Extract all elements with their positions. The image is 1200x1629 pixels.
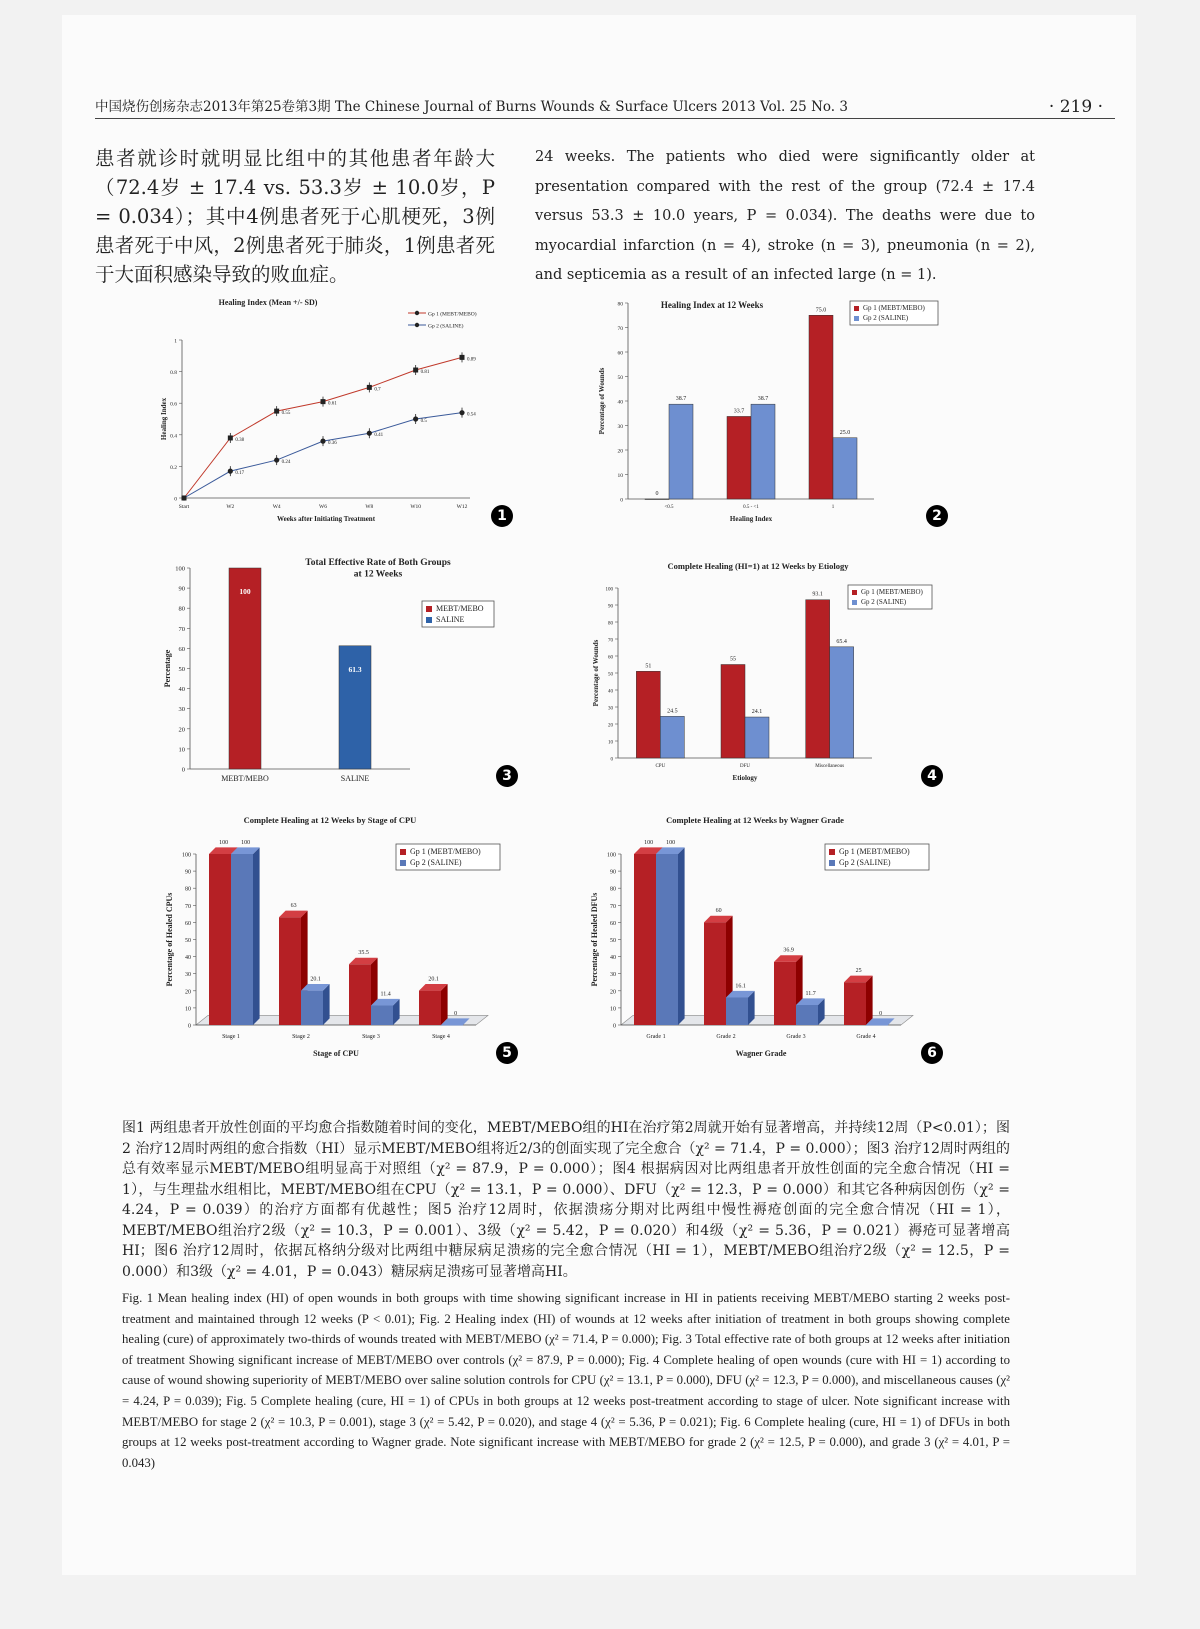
legend-label: Gp 1 (MEBT/MEBO) [839,847,910,856]
data-point [413,416,418,421]
bar [301,991,323,1025]
data-label: 11.4 [380,991,391,998]
data-label: 36.9 [783,947,794,954]
legend-swatch [829,849,835,855]
y-tick-label: 50 [608,672,613,678]
y-tick-label: 60 [610,920,616,927]
chart-title: Complete Healing at 12 Weeks by Stage of CPU [243,815,417,825]
x-tick-label: W10 [410,504,422,510]
x-tick-label: W6 [319,504,327,510]
legend-label: Gp 1 (MEBT/MEBO) [861,588,923,596]
bar [796,1005,818,1025]
x-tick-label: <0.5 [664,505,674,510]
bar [349,964,371,1025]
bar [774,962,796,1025]
figure-1-number: 1 [491,505,513,527]
data-point [181,495,186,500]
x-tick-label: W8 [365,504,374,510]
x-axis-title: Healing Index [729,515,773,523]
data-label: 38.7 [675,396,687,403]
y-tick-label: 20 [185,989,191,996]
x-tick-label: Stage 3 [362,1034,380,1040]
bar [806,600,830,758]
running-header [95,97,1115,119]
data-label: 0.41 [374,433,384,439]
data-point [460,355,465,360]
bar [833,438,857,499]
chart-title: Healing Index (Mean +/- SD) [218,298,318,307]
y-axis-title: Percentage [163,649,172,688]
legend-label: Gp 2 (SALINE) [861,598,907,606]
y-tick-label: 20 [608,723,613,729]
y-axis-title: Percentage of Healed DFUs [590,892,599,987]
data-label: 0.89 [467,357,476,363]
legend-label: Gp 2 (SALINE) [863,314,909,322]
bar [656,854,678,1025]
legend-label: Gp 1 (MEBT/MEBO) [410,847,481,856]
data-point [228,435,233,440]
y-tick-label: 10 [617,473,623,479]
y-tick-label: 30 [617,424,623,430]
y-axis-title: Healing Index [160,397,168,441]
y-tick-label: 70 [617,326,623,332]
bar [231,854,253,1025]
y-tick-label: 100 [605,587,613,593]
bar [371,1006,393,1025]
y-tick-label: 80 [617,301,623,308]
data-label: 60 [715,908,722,915]
data-label: 100 [644,839,654,846]
y-tick-label: 90 [185,869,191,876]
y-tick-label: 10 [178,746,185,754]
bar [645,499,669,500]
data-point [320,439,325,444]
y-tick-label: 80 [178,605,185,613]
data-label: 0.81 [420,370,430,376]
chart-title: Total Effective Rate of Both Groups [305,558,451,568]
legend-label: Gp 2 (SALINE) [839,858,891,867]
bar [844,982,866,1025]
bar [419,991,441,1025]
data-point [413,368,418,373]
x-tick-label: Grade 3 [786,1034,806,1040]
y-tick-label: 0 [188,1023,191,1030]
chart-title: Complete Healing at 12 Weeks by Wagner Grade [666,815,844,825]
figure-3-chart [160,548,500,793]
x-tick-label: Stage 2 [292,1034,310,1040]
data-label: 61.3 [348,664,362,674]
bar [441,1025,463,1026]
legend-swatch [854,306,859,311]
bar [809,315,833,499]
data-label: 63 [290,903,297,910]
y-tick-label: 50 [610,938,616,944]
figure-6 [585,810,945,1065]
y-tick-label: 0 [610,757,613,763]
data-point [367,431,372,436]
data-label: 0 [879,1010,883,1017]
legend-label: MEBT/MEBO [436,604,484,613]
x-tick-label: SALINE [340,774,370,783]
bar [727,416,751,499]
y-tick-label: 30 [185,972,191,979]
bar-side [441,984,448,1025]
bar [745,717,769,758]
bar [660,716,684,758]
data-label: 93.1 [812,591,823,598]
figure-5-chart [160,810,520,1065]
y-tick-label: 60 [178,645,185,653]
y-tick-label: 70 [185,903,191,910]
data-label: 20.1 [310,976,321,983]
bar [669,404,693,499]
y-tick-label: 0.8 [170,370,177,377]
data-label: 0.38 [235,437,245,443]
legend-swatch [829,860,835,866]
y-tick-label: 60 [617,350,623,357]
data-label: 100 [241,839,251,846]
data-label: 24.5 [667,708,678,715]
chart-title: Healing Index at 12 Weeks [660,300,764,310]
data-point [274,409,279,414]
page-number: · 219 · [1048,97,1103,117]
legend-swatch [426,617,432,623]
legend-swatch [400,860,406,866]
y-tick-label: 20 [610,989,616,996]
data-point [274,457,279,462]
y-axis-title: Percentage of Healed CPUs [165,892,174,987]
legend-swatch [854,316,859,321]
figure-2-chart [592,295,942,530]
figure-6-chart [585,810,945,1065]
bar [866,1025,888,1026]
y-tick-label: 10 [610,1006,616,1013]
figure-2 [592,295,942,530]
data-point [367,385,372,390]
bar [279,917,301,1025]
y-axis-title: Percentage of Wounds [592,639,600,707]
data-label: 20.1 [428,976,439,983]
data-label: 65.4 [836,638,847,645]
y-tick-label: 0.6 [170,401,177,408]
chart-title: Complete Healing (HI=1) at 12 Weeks by Etiology [667,561,849,571]
figure-3 [160,548,500,793]
caption-cn-text: 图1 两组患者开放性创面的平均愈合指数随着时间的变化，MEBT/MEBO组的HI在治疗第2周就开始有显著增高，并持续12周（P<0.01）；图2 治疗12周时两组的愈合指数（HI）显示MEBT/MEBO组将近2/3的创面实现了完全愈合（χ² = 71.4，P = 0.000）；图3 治疗12周时两组的总有效率显示MEBT/MEBO组明显高于对照组（χ² = 87.9，P = 0.000）；图4 根据病因对比两组患者开放性创面的完全愈合情况（HI = 1），与生理盐水组相比，MEBT/MEBO组在CPU（χ² = 13.1，P = 0.000）、DFU（χ² = 12.3，P = 0.000）和其它各种病因创伤（χ² = 4.24，P = 0.039）的治疗方面都有优越性；图5 治疗12周时，依据溃疡分期对比两组中慢性褥疮创面的完全愈合情况（HI = 1），MEBT/MEBO组治疗2级（χ² = 10.3，P = 0.001）、3级（χ² = 5.42，P = 0.020）和4级（χ² = 5.36，P = 0.021）褥疮可显著增高HI；图6 治疗12周时，依据瓦格纳分级对比两组中糖尿病足溃疡的完全愈合情况（HI = 1），MEBT/MEBO组治疗2级（χ² = 12.5，P = 0.000）和3级（χ² = 4.01，P = 0.043）糖尿病足溃疡可显著增高HI。 [122,1120,1010,1280]
y-tick-label: 100 [182,852,191,859]
x-tick-label: W12 [456,504,468,510]
y-tick-label: 40 [617,399,623,406]
figure-2-number: 2 [926,505,948,527]
data-label: 38.7 [757,396,769,403]
legend-label: SALINE [436,615,465,624]
y-tick-label: 90 [178,585,185,593]
bar-side [678,847,685,1025]
data-label: 25.0 [839,429,851,436]
body-text-chinese: 患者就诊时就明显比组中的其他患者年龄大（72.4岁 ± 17.4 vs. 53.3岁 ± 10.0岁，P = 0.034）；其中4例患者死于心肌梗死，3例患者死于中风，2例患者死于肺炎，1例患者死于大面积感染导致的败血症。 [95,147,495,286]
y-tick-label: 0.4 [170,433,177,440]
data-point [459,410,464,415]
x-tick-label: W4 [272,504,281,510]
y-tick-label: 0.2 [170,464,177,471]
y-tick-label: 20 [617,448,623,455]
y-tick-label: 50 [617,375,623,381]
legend-swatch [426,606,432,612]
y-tick-label: 80 [185,886,191,893]
bar [209,854,231,1025]
figure-3-number: 3 [496,765,518,787]
data-label: 11.7 [805,990,816,997]
bar-side [323,984,330,1025]
x-axis-title: Etiology [732,774,758,782]
legend-label: Gp 1 (MEBT/MEBO) [863,304,925,312]
y-tick-label: 40 [185,955,191,962]
x-axis-title: Weeks after Initiating Treatment [276,515,376,523]
y-tick-label: 1 [174,338,177,345]
legend-swatch [852,590,857,595]
y-tick-label: 70 [608,638,613,644]
x-axis-title: Wagner Grade [735,1049,787,1058]
y-tick-label: 20 [178,726,185,734]
figure-4-number: 4 [921,765,943,787]
y-tick-label: 40 [178,686,185,694]
y-tick-label: 50 [185,938,191,944]
legend-marker [415,311,419,315]
data-label: 25 [855,968,862,975]
x-tick-label: MEBT/MEBO [221,774,269,783]
y-tick-label: 90 [610,869,616,876]
y-tick-label: 0 [174,496,177,503]
bar [726,997,748,1025]
data-label: 51 [645,663,652,670]
y-tick-label: 10 [608,740,613,746]
bar [751,404,775,499]
y-tick-label: 80 [608,621,613,627]
y-tick-label: 80 [610,886,616,893]
data-label: 0.24 [281,460,291,466]
x-tick-label: Grade 4 [856,1034,876,1040]
y-tick-label: 10 [185,1006,191,1013]
y-tick-label: 70 [178,625,185,633]
bar-side [253,847,260,1025]
y-tick-label: 90 [608,604,613,610]
y-tick-label: 40 [608,689,613,695]
y-tick-label: 30 [608,706,613,712]
data-label: 33.7 [733,408,745,415]
x-tick-label: 0.5 - <1 [743,505,759,510]
figure-4 [588,555,938,790]
data-label: 24.1 [751,709,763,716]
figure-caption-english [122,1288,1010,1473]
figure-5-number: 5 [496,1042,518,1064]
data-point [321,399,326,404]
series-line [184,413,462,498]
bar [830,647,854,758]
data-label: 100 [219,839,229,846]
legend-label: Gp 2 (SALINE) [410,858,462,867]
legend-swatch [400,849,406,855]
data-label: 100 [666,839,676,846]
x-tick-label: Start [178,504,190,510]
y-tick-label: 40 [610,955,616,962]
data-label: 0 [454,1010,458,1017]
bar [634,854,656,1025]
x-tick-label: DFU [739,764,751,769]
figure-4-chart [588,555,938,790]
y-tick-label: 0 [613,1023,616,1030]
legend-label: Gp 2 (SALINE) [428,323,464,330]
y-tick-label: 50 [178,666,185,673]
x-tick-label: 1 [831,505,835,510]
data-point [228,469,233,474]
y-tick-label: 70 [610,903,616,910]
chart-title: at 12 Weeks [353,569,403,580]
bar [636,671,660,758]
x-tick-label: Stage 1 [222,1034,240,1040]
y-tick-label: 0 [181,766,185,774]
x-tick-label: Stage 4 [432,1034,450,1040]
x-tick-label: Grade 1 [646,1034,666,1040]
y-axis-title: Percentage of Wounds [598,367,606,435]
y-tick-label: 30 [610,972,616,979]
data-label: 0.54 [467,412,476,418]
x-tick-label: Miscellaneous [815,764,845,769]
y-tick-label: 0 [620,497,623,504]
body-text-english: 24 weeks. The patients who died were significantly older at presentation compared with the rest of the group (72.4 ± 17.4 versus 53.3 ± 10.0 years, P = 0.034). The deaths were due to myocardial infarction (n = 4), stroke (n = 3), pneumonia (n = 2), and septicemia as a result of an infected large (n = 1). [535,149,1035,283]
data-label: 0.61 [328,401,337,407]
data-label: 75.0 [815,307,827,314]
x-tick-label: Grade 2 [716,1034,736,1040]
figure-5 [160,810,520,1065]
y-tick-label: 100 [607,852,616,859]
x-tick-label: CPU [655,764,666,769]
data-label: 55 [730,656,736,663]
bar [704,922,726,1025]
data-label: 0 [655,491,659,497]
figure-caption-chinese [122,1118,1010,1282]
legend-marker [415,323,419,327]
y-tick-label: 30 [178,706,185,714]
legend-label: Gp 1 (MEBT/MEBO) [428,311,477,318]
x-axis-title: Stage of CPU [313,1049,359,1058]
series-line [184,357,462,498]
figure-6-number: 6 [921,1042,943,1064]
data-label: 0.5 [420,419,427,424]
data-label: 0.55 [281,411,291,417]
figure-1 [160,295,500,530]
figure-1-chart [160,295,500,530]
journal-citation: 中国烧伤创疡杂志2013年第25卷第3期 The Chinese Journal of Burns Wounds & Surface Ulcers 2013 Vol. 25 No. 3 [95,99,848,115]
legend-swatch [852,600,857,605]
data-label: 0.7 [374,387,381,393]
data-label: 100 [239,587,251,596]
bar [229,568,261,769]
bar-side [866,976,873,1025]
y-tick-label: 60 [608,655,613,661]
bar [721,665,745,759]
y-tick-label: 100 [175,565,185,573]
data-label: 35.5 [358,950,369,957]
data-label: 16.1 [735,983,746,990]
x-tick-label: W2 [226,504,235,510]
caption-en-text: Fig. 1 Mean healing index (HI) of open wounds in both groups with time showing significant increase in HI in patients receiving MEBT/MEBO starting 2 weeks post-treatment and maintained through 12 weeks (P < 0.01); Fig. 2 Healing index (HI) of wounds at 12 weeks after initiation of treatment in both groups showing complete healing (cure) of approximately two-thirds of wounds treated with MEBT/MEBO (χ² = 71.4, P = 0.000); Fig. 3 Total effective rate of both groups at 12 weeks after initiation of treatment Showing significant increase of MEBT/MEBO over controls (χ² = 87.9, P = 0.000); Fig. 4 Complete healing of open wounds (cure with HI = 1) according to cause of wound showing superiority of MEBT/MEBO over saline solution controls for CPU (χ² = 13.1, P = 0.000), DFU (χ² = 12.3, P = 0.000), and miscellaneous causes (χ² = 4.24, P = 0.039); Fig. 5 Complete healing (cure, HI = 1) of CPUs in both groups at 12 weeks post-treatment according to stage of ulcer. Note significant increase with MEBT/MEBO for stage 2 (χ² = 10.3, P = 0.001), stage 3 (χ² = 5.42, P = 0.020), and stage 4 (χ² = 5.36, P = 0.021); Fig. 6 Complete healing (cure, HI = 1) of DFUs in both groups at 12 weeks post-treatment according to Wagner grade. Note significant increase with MEBT/MEBO for grade 2 (χ² = 12.5, P = 0.000), and grade 3 (χ² = 4.01, P = 0.043) [122,1291,1011,1470]
y-tick-label: 60 [185,920,191,927]
data-label: 0.36 [328,441,337,447]
data-label: 0.17 [235,471,245,477]
